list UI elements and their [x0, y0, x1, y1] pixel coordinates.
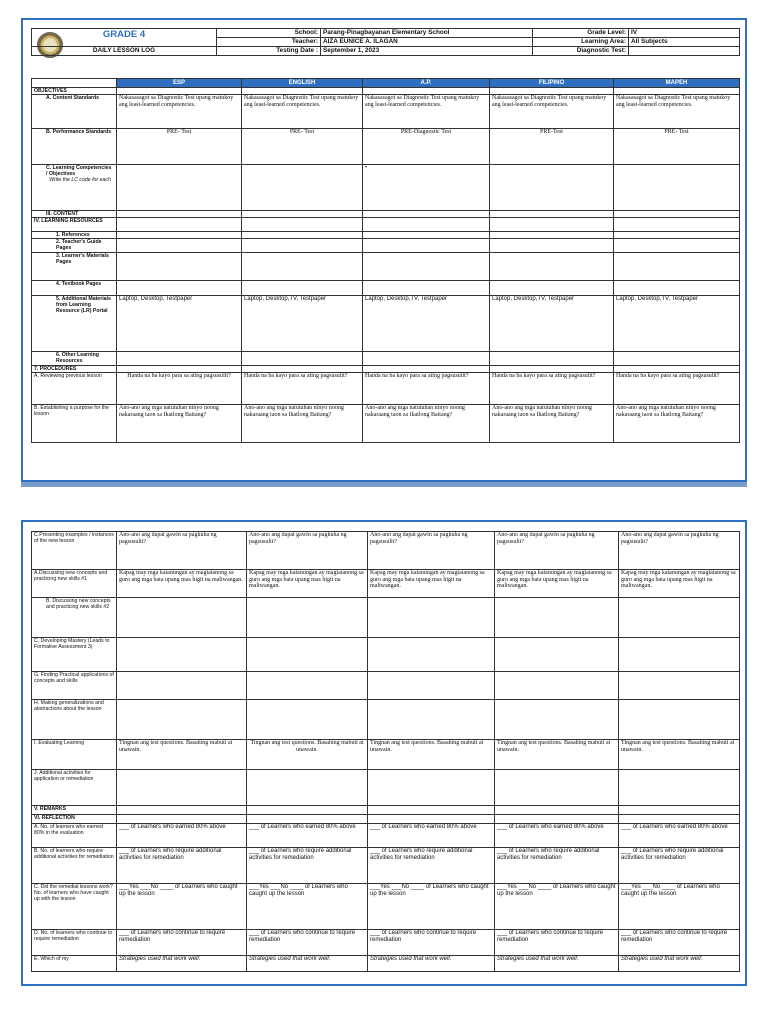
reflection-c-cell: ___Yes ___No ____ of Learners who caught up the lesson [495, 884, 619, 930]
presenting-cell: Ano-ano ang dapat gawin sa pagkuha ng pagsusulit? [368, 532, 495, 570]
lesson-table-2 [31, 531, 740, 972]
presenting-cell: Ano-ano ang dapat gawin sa pagkuha ng pagsusulit? [495, 532, 619, 570]
discussing-2-label: B. Discussing new concepts and practicing new skills #2 [32, 598, 117, 638]
perf-std-cell: PRE- Test [614, 129, 740, 165]
reflection-a-label: A. No. of learners who earned 80% in the evaluation [32, 824, 117, 848]
reflection-b-cell: ___ of Learners who require additional activities for remediation [495, 848, 619, 884]
reflection-a-cell: ___ of Learners who earned 80% above [368, 824, 495, 848]
reflection-c-cell: ___Yes ___No ____ of Learners who caught up the lesson [368, 884, 495, 930]
reflection-d-cell: ___ of Learners who continue to require remediation [117, 930, 247, 956]
testing-date-label: Testing Date : [217, 47, 321, 56]
evaluating-cell: Tingnan ang test questions. Basahing mabuti at unawain. [247, 740, 368, 770]
reflection-c-label: C. Did the remedial lessons work? No. of learners who have caught up with the lesson [32, 884, 117, 930]
references-label: 1. References [32, 232, 117, 239]
developing-mastery-label: C. Developing Mastery (Leads to Formative Assessment 3) [32, 638, 117, 672]
header-table [31, 28, 740, 56]
presenting-cell: Ano-ano ang dapat gawin sa pagkuha ng pagsusulit? [117, 532, 247, 570]
lc-label-text: C. Learning Competencies / Objectives [46, 165, 112, 177]
reflection-d-cell: ___ of Learners who continue to require remediation [368, 930, 495, 956]
reflection-c-cell: ___Yes ___No ____ of Learners who caught up the lesson [117, 884, 247, 930]
grade-level-value: IV [629, 29, 740, 38]
reflection-e-cell: Strategies used that work well: [117, 956, 247, 972]
review-cell: Handa na ba kayo para sa ating pagsusulit? [363, 373, 490, 405]
content-label: III. CONTENT [32, 211, 117, 218]
subject-esp: ESP [117, 79, 242, 88]
procedures-label: 7. PROCEDURES [32, 366, 117, 373]
materials-cell: Laptop, Desktop,TV, Testpaper [614, 296, 740, 352]
additional-activities-label: J. Additional activities for application or remediation [32, 770, 117, 806]
purpose-cell: Ano-ano ang mga natutuhan ninyo noong nakaraang taon sa Ikatlong Baitang? [614, 405, 740, 443]
reflection-e-cell: Strategies used that work well: [495, 956, 619, 972]
evaluating-cell: Tingnan ang test questions. Basahing mabuti at unawain. [495, 740, 619, 770]
review-cell: Handa na ba kayo para sa ating pagsusulit? [614, 373, 740, 405]
objectives-label: OBJECTIVES [32, 88, 117, 95]
content-std-cell: Nakasasagot sa Diagnostic Test upang matukoy ang least-learned competencies. [363, 95, 490, 129]
reflection-d-cell: ___ of Learners who continue to require remediation [495, 930, 619, 956]
subject-english: ENGLISH [242, 79, 363, 88]
textbook-pages-label: 4. Textbook Pages [32, 281, 117, 296]
discussing-cell: Kapag may mga katanungan ay magtatanong sa guro ang mga bata upang mas higit na maliwangan. [117, 570, 247, 598]
purpose-cell: Ano-ano ang mga natutuhan ninyo noong nakaraang taon sa Ikatlong Baitang? [363, 405, 490, 443]
testing-date-value: September 1, 2023 [321, 47, 533, 56]
discussing-cell: Kapag may mga katanungan ay magtatanong sa guro ang mga bata upang mas higit na maliwangan. [368, 570, 495, 598]
reflection-b-cell: ___ of Learners who require additional activities for remediation [117, 848, 247, 884]
reflection-e-label: E. Which of my [32, 956, 117, 972]
reflection-e-cell: Strategies used that work well: [247, 956, 368, 972]
reflection-d-cell: ___ of Learners who continue to require remediation [247, 930, 368, 956]
establishing-purpose-label: B. Establishing a purpose for the lesson [32, 405, 117, 443]
perf-std-cell: PRE-Test [490, 129, 614, 165]
review-cell: Handa na ba kayo para sa ating pagsusulit? [117, 373, 242, 405]
remarks-label: V. REMARKS [32, 806, 117, 815]
reflection-a-cell: ___ of Learners who earned 80% above [117, 824, 247, 848]
performance-standards-label: B. Performance Standards [32, 129, 117, 165]
learning-resources-label: IV. LEARNING RESOURCES [32, 218, 117, 232]
review-cell: Handa na ba kayo para sa ating pagsusulit? [242, 373, 363, 405]
materials-cell: Laptop, Desktop,TV, Testpaper [490, 296, 614, 352]
presenting-examples-label: C.Presenting examples / instances of the new lesson [32, 532, 117, 570]
reflection-b-cell: ___ of Learners who require additional activities for remediation [619, 848, 740, 884]
learning-competencies-label [32, 165, 117, 211]
purpose-cell: Ano-ano ang mga natutuhan ninyo noong nakaraang taon sa Ikatlong Baitang? [117, 405, 242, 443]
page-separator [21, 482, 747, 487]
evaluating-cell: Tingnan ang test questions. Basahing mabuti at unawain. [368, 740, 495, 770]
lesson-log-page-1 [21, 18, 747, 482]
teacher-label: Teacher: [217, 38, 321, 47]
lc-note: Write the LC code for each [49, 177, 111, 183]
lesson-table-1 [31, 78, 740, 443]
materials-cell: Laptop, Desktop,TV, Testpaper [242, 296, 363, 352]
diag-label: Diagnostic Test: [533, 47, 629, 56]
discussing-cell: Kapag may mga katanungan ay magtatanong sa guro ang mga bata upang mas higit na maliwangan. [247, 570, 368, 598]
reflection-c-cell: ___Yes ___No ____ of Learners who caught up the lesson [619, 884, 740, 930]
reflection-a-cell: ___ of Learners who earned 80% above [495, 824, 619, 848]
subject-filipino: FILIPINO [490, 79, 614, 88]
reflection-a-cell: ___ of Learners who earned 80% above [619, 824, 740, 848]
generalizations-label: H. Making generalizations and abstractions about the lesson [32, 700, 117, 740]
area-label: Learning Area: [533, 38, 629, 47]
log-title: DAILY LESSON LOG [32, 47, 217, 56]
reviewing-label: A. Reviewing previous lesson [32, 373, 117, 405]
perf-std-cell: PRE-Diagnostic Test [363, 129, 490, 165]
lc-bullet: • [363, 165, 490, 211]
evaluating-cell: Tingnan ang test questions. Basahing mabuti at unawain. [619, 740, 740, 770]
content-standards-label: A. Content Standards [32, 95, 117, 129]
school-label: School: [217, 29, 321, 38]
reflection-d-label: D. No. of learners who continue to require remediation [32, 930, 117, 956]
reflection-e-cell: Strategies used that work well: [368, 956, 495, 972]
reflection-d-cell: ___ of Learners who continue to require remediation [619, 930, 740, 956]
purpose-cell: Ano-ano ang mga natutuhan ninyo noong nakaraang taon sa Ikatlong Baitang? [242, 405, 363, 443]
teachers-guide-label: 2. Teacher's Guide Pages [32, 239, 117, 253]
grade-title: GRADE 4 [32, 29, 217, 47]
reflection-b-cell: ___ of Learners who require additional activities for remediation [368, 848, 495, 884]
perf-std-cell: PRE- Test [117, 129, 242, 165]
materials-cell: Laptop, Desktop,TV, Testpaper [363, 296, 490, 352]
evaluating-cell: Tingnan ang test questions. Basahing mabuti at unawain. [117, 740, 247, 770]
school-value: Parang-Pinagbayanan Elementary School [321, 29, 533, 38]
reflection-c-cell: ___Yes ___No ____ of Learners who caught up the lesson [247, 884, 368, 930]
presenting-cell: Ano-ano ang dapat gawin sa pagkuha ng pagsusulit? [247, 532, 368, 570]
additional-materials-label: 5. Additional Materials from Learning Resource (LR) Portal [32, 296, 117, 352]
content-std-cell: Nakasasagot sa Diagnostic Test upang matukoy ang least-learned competencies. [242, 95, 363, 129]
subject-ap: A.P. [363, 79, 490, 88]
teacher-value: AIZA EUNICE A. ILAGAN [321, 38, 533, 47]
finding-applications-label: G. Finding Practical applications of concepts and skills [32, 672, 117, 700]
reflection-b-cell: ___ of Learners who require additional activities for remediation [247, 848, 368, 884]
reflection-a-cell: ___ of Learners who earned 80% above [247, 824, 368, 848]
content-std-cell: Nakasasagot sa Diagnostic Test upang matukoy ang least-learned competencies. [490, 95, 614, 129]
learners-materials-label: 3. Learner's Materials Pages [32, 253, 117, 281]
lesson-log-page-2 [21, 520, 747, 986]
content-std-cell: Nakasasagot sa Diagnostic Test upang matukoy ang least-learned competencies. [614, 95, 740, 129]
diag-value [629, 47, 740, 56]
area-value: All Subjects [629, 38, 740, 47]
content-std-cell: Nakasasagot sa Diagnostic Test upang matukoy ang least-learned competencies. [117, 95, 242, 129]
reflection-e-cell: Strategies used that work well: [619, 956, 740, 972]
evaluating-label: I. Evaluating Learning [32, 740, 117, 770]
review-cell: Handa na ba kayo para sa ating pagsusulit? [490, 373, 614, 405]
discussing-cell: Kapag may mga katanungan ay magtatanong sa guro ang mga bata upang mas higit na maliwangan. [495, 570, 619, 598]
grade-level-label: Grade Level: [533, 29, 629, 38]
perf-std-cell: PRE- Test [242, 129, 363, 165]
reflection-label: VI. REFLECTION [32, 815, 117, 824]
presenting-cell: Ano-ano ang dapat gawin sa pagkuha ng pagsusulit? [619, 532, 740, 570]
reflection-b-label: B. No. of learners who require additional activities for remediation [32, 848, 117, 884]
discussing-1-label: A.Discussing new concepts and practicing new skills #1 [32, 570, 117, 598]
purpose-cell: Ano-ano ang mga natutuhan ninyo noong nakaraang taon sa Ikatlong Baitang? [490, 405, 614, 443]
materials-cell: Laptop, Desktop, Testpaper [117, 296, 242, 352]
discussing-cell: Kapag may mga katanungan ay magtatanong sa guro ang mga bata upang mas higit na maliwangan. [619, 570, 740, 598]
other-resources-label: 6. Other Learning Resources [32, 352, 117, 366]
subject-mapeh: MAPEH [614, 79, 740, 88]
